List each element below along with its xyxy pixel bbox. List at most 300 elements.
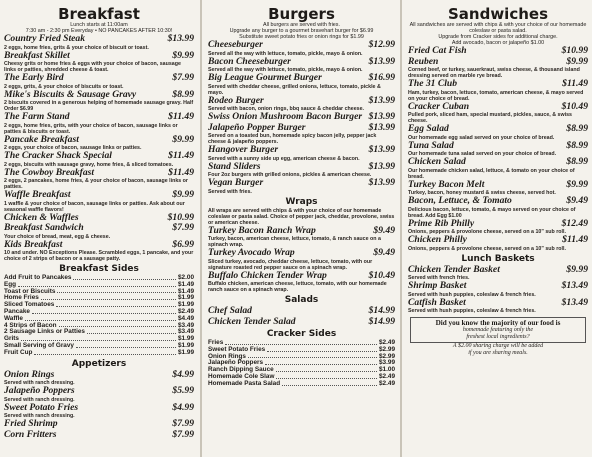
menu-item-row <box>408 180 588 191</box>
dot-leader <box>282 381 377 386</box>
lunch-baskets-title: Lunch Baskets <box>461 253 535 264</box>
menu-item-row <box>408 102 588 113</box>
side-item-price: $2.99 <box>379 352 395 360</box>
menu-item-description: Turkey, bacon, american cheese, lettuce, tomato, & ranch sauce on a spinach wrap. <box>208 236 381 248</box>
menu-item-price: $14.99 <box>368 315 395 327</box>
side-item-name: Onion Rings <box>208 352 246 360</box>
menu-item-price: $11.49 <box>168 150 194 161</box>
dot-leader <box>87 329 176 334</box>
menu-item-row <box>4 223 194 234</box>
menu-item <box>4 190 194 213</box>
menu-item-price: $9.99 <box>566 55 588 67</box>
menu-item <box>208 162 395 179</box>
menu-item-price: $9.99 <box>566 178 588 190</box>
menu-item-price: $9.99 <box>566 263 588 275</box>
dot-leader <box>267 347 377 352</box>
side-item-price: $1.99 <box>178 294 194 302</box>
menu-item <box>4 34 194 51</box>
menu-item-description: 2 biscuits covered in a generous helping of homemade sausage gravy. Half Order $6.99 <box>4 100 194 112</box>
side-item-name: Ranch Dipping Sauce <box>208 366 274 374</box>
menu-item-name: Breakfast Sandwich <box>4 222 84 233</box>
dot-leader <box>59 323 176 328</box>
menu-item-price: $13.99 <box>368 177 395 188</box>
menu-item-name: Onion Rings <box>4 368 55 380</box>
burgers-title: Burgers <box>268 5 335 23</box>
dot-leader <box>248 354 377 359</box>
menu-item-row <box>4 430 194 441</box>
menu-item-row <box>208 96 395 107</box>
side-item-price: $2.00 <box>178 274 194 281</box>
menu-item <box>208 40 395 57</box>
menu-item-description: Pulled pork, sliced ham, special mustard, pickles, sauce, & swiss cheese. <box>408 112 572 124</box>
menu-item-description: 10 and under. NO Exceptions Please. Scrambled eggs, 1 pancake, and your choice of 2 strips of bacon or a sausage patty. <box>4 250 194 262</box>
menu-item-row <box>208 112 395 123</box>
menu-item-name: Chicken Tender Salad <box>208 315 296 327</box>
menu-item <box>208 123 395 146</box>
menu-item-name: Chicken Salad <box>408 156 466 167</box>
menu-item-description: Served all the way with lettuce, tomato, pickle, mayo & onion. <box>208 67 363 73</box>
menu-item-name: Country Fried Steak <box>4 33 86 44</box>
menu-item <box>4 240 194 263</box>
menu-item-name: The Cowboy Breakfast <box>4 166 95 178</box>
menu-item <box>208 57 395 74</box>
menu-item-description: 2 eggs, home fries, grits & your choice of biscuit or toast. <box>4 44 149 51</box>
side-item-name: Grits <box>4 335 19 343</box>
menu-item <box>408 180 588 197</box>
menu-item-description: Served with fries. <box>208 188 252 195</box>
side-item-name: Toast or Biscuits <box>4 287 56 295</box>
menu-item-price: $10.49 <box>561 100 588 112</box>
side-item <box>4 309 194 316</box>
menu-item-name: Bacon Cheeseburger <box>208 55 291 67</box>
menu-item <box>408 79 588 102</box>
menu-item-description: Served with french fries. <box>408 275 470 281</box>
burgers-note: Upgrade any burger to a gourmet bravehart burger for $6.99 <box>229 28 374 34</box>
menu-item <box>4 112 194 135</box>
menu-item-price: $7.99 <box>172 428 194 440</box>
menu-item <box>208 226 395 249</box>
breakfast-sides-title: Breakfast Sides <box>59 264 139 274</box>
menu-item-name: The Cracker Shack Special <box>4 150 112 161</box>
side-item-name: Fruit Cup <box>4 348 33 356</box>
menu-item-price: $11.49 <box>562 78 588 89</box>
side-item-name: 4 Strips of Bacon <box>4 321 57 329</box>
menu-item-description: Served with hush puppies, coleslaw & french fries. <box>408 291 536 298</box>
menu-item <box>408 281 588 298</box>
side-item <box>4 343 194 350</box>
menu-item-name: Stand Sliders <box>208 160 261 172</box>
menu-item-row <box>4 135 194 146</box>
menu-item <box>408 46 588 57</box>
dot-leader <box>265 360 377 365</box>
sharing-charge-note: if you are sharing meals. <box>468 350 528 356</box>
burgers-column <box>202 0 400 457</box>
menu-item-name: Hangover Burger <box>208 144 279 155</box>
menu-item-name: Chef Salad <box>208 305 252 316</box>
menu-item-row <box>408 79 588 90</box>
side-item-price: $2.49 <box>379 379 395 387</box>
menu-item-row <box>4 112 194 123</box>
menu-item <box>408 124 588 141</box>
menu-item-description: Our homemade egg salad served on your choice of bread. <box>408 134 555 141</box>
dot-leader <box>76 343 176 348</box>
menu-item-name: Cracker Cuban <box>408 100 470 112</box>
side-item-name: Homemade Pasta Salad <box>208 379 281 387</box>
menu-item-row <box>408 57 588 68</box>
dot-leader <box>41 295 176 300</box>
menu-item-price: $9.99 <box>172 189 194 200</box>
side-item-price: $2.99 <box>379 345 395 353</box>
appetizers-title: Appetizers <box>71 358 127 369</box>
menu-item-price: $10.99 <box>167 211 194 223</box>
menu-item-price: $9.49 <box>373 224 395 236</box>
menu-item-name: Catfish Basket <box>408 296 466 308</box>
breakfast-column <box>0 0 200 457</box>
salads-list <box>208 306 395 327</box>
menu-item-price: $8.99 <box>566 139 588 151</box>
appetizers-list <box>4 370 194 441</box>
menu-item-row <box>4 168 194 179</box>
menu-item-description: Served all the way with lettuce, tomato, pickle, mayo & onion. <box>208 50 363 57</box>
menu-item-price: $9.49 <box>566 195 588 206</box>
side-item-name: Sweet Potato Fries <box>208 345 266 353</box>
side-item-price: $4.49 <box>178 314 194 322</box>
sandwiches-column <box>402 0 592 457</box>
menu-item-name: Swiss Onion Mushroom Bacon Burger <box>208 111 363 122</box>
menu-item-name: Corn Fritters <box>4 428 57 440</box>
side-item-name: Sliced Tomatoes <box>4 301 55 309</box>
menu-item-name: Vegan Burger <box>208 177 264 188</box>
menu-item-row <box>208 317 395 328</box>
menu-item-description: Served with ranch dressing. <box>4 380 75 387</box>
salads-title: Salads <box>284 295 319 305</box>
menu-item-row <box>408 219 588 230</box>
dot-leader <box>225 340 377 345</box>
menu-item-price: $9.99 <box>172 133 194 145</box>
menu-item-price: $13.99 <box>368 160 395 172</box>
sandwiches-note: Add avocado, bacon or jalapeño $1.00 <box>451 40 545 46</box>
menu-item-name: Prime Rib Philly <box>408 217 475 229</box>
menu-item-name: Breakfast Skillet <box>4 49 70 61</box>
menu-item-name: Cheeseburger <box>208 39 263 50</box>
dot-leader <box>32 309 176 314</box>
dot-leader <box>276 374 377 379</box>
menu-item-description: Onions, peppers & provolone cheese, served on a 10" sub roll. <box>408 229 566 235</box>
menu-item-description: 2 eggs, grits, & your choice of biscuits or toast. <box>4 83 124 90</box>
menu-item-row <box>4 403 194 414</box>
menu-item <box>208 306 395 317</box>
menu-item-description: Buffalo chicken, american cheese, lettuce, tomato, with our homemade ranch sauce on a spinach wrap. <box>208 281 387 293</box>
dot-leader <box>21 336 176 341</box>
side-item-name: Egg <box>4 280 17 288</box>
menu-item-name: Jalapeño Popper Burger <box>208 121 306 133</box>
menu-item-description: Cheesy grits or home fries & eggs with your choice of bacon, sausage links or patties, shredded cheese & toast. <box>4 61 181 73</box>
menu-item <box>408 57 588 80</box>
side-item-name: Home Fries <box>4 294 39 302</box>
menu-item-description: Delicious bacon, lettuce, tomato, & mayo served on your choice of bread. Add Egg $1.00 <box>408 206 576 219</box>
side-item <box>4 329 194 336</box>
menu-item-price: $6.99 <box>172 238 194 250</box>
menu-item-name: Turkey Bacon Ranch Wrap <box>208 224 316 236</box>
menu-item <box>408 102 588 125</box>
burgers-items <box>208 40 395 195</box>
menu-item-price: $13.99 <box>368 94 395 106</box>
menu-item <box>408 157 588 180</box>
menu-item-price: $13.49 <box>561 280 588 291</box>
menu-item-row <box>4 51 194 62</box>
menu-item-description: Our homemade chicken salad, lettuce, & tomato on your choice of bread. <box>408 167 575 180</box>
menu-item-description: Your choice of bread, meat, egg & cheese. <box>4 233 111 240</box>
menu-item-row <box>408 281 588 292</box>
menu-item <box>408 235 588 252</box>
sandwiches-note: All sandwiches are served with chips & with your choice of our homemade coleslaw or pasta salad. <box>409 22 587 34</box>
menu-item-name: Egg Salad <box>408 123 449 134</box>
side-item-name: Homemade Cole Slaw <box>208 372 275 380</box>
side-item-name: Jalapeño Poppers <box>208 359 264 367</box>
menu-item-description: Four 2oz burgers with grilled onions, pickles & american cheese. <box>208 172 372 178</box>
menu-item-row <box>408 124 588 135</box>
menu-item <box>4 419 194 430</box>
side-item-name: Waffle <box>4 314 23 322</box>
menu-item-row <box>408 265 588 276</box>
menu-item-row <box>4 190 194 201</box>
menu-item-price: $7.99 <box>172 418 194 430</box>
dot-leader <box>57 289 176 294</box>
menu-item-name: Mike's Biscuits & Sausage Gravy <box>4 88 137 100</box>
menu-item <box>408 141 588 158</box>
menu-item <box>208 317 395 328</box>
menu-item-price: $8.99 <box>566 123 588 134</box>
side-item-price: $2.49 <box>379 339 395 346</box>
menu-item-row <box>4 151 194 162</box>
sandwiches-note: Upgrade from Cracker sides for additional charge. <box>438 34 558 40</box>
menu-item-description: Served with ranch dressing. <box>4 413 75 420</box>
info-line: freshest local ingredients? <box>466 334 530 340</box>
menu-item-row <box>4 73 194 84</box>
menu-item-price: $10.49 <box>368 269 395 281</box>
menu-item <box>208 96 395 113</box>
menu-item-description: Served with cheddar cheese, grilled onions, lettuce, tomato, pickle & mayo. <box>208 83 381 96</box>
menu-item-description: 1 waffle & your choice of bacon, sausage links or patties. Ask about our seasonal waffle flavors! <box>4 200 185 213</box>
menu-item-row <box>408 141 588 152</box>
menu-item-name: Kids Breakfast <box>4 238 63 250</box>
menu-item-price: $11.49 <box>168 166 194 178</box>
side-item-price: $2.49 <box>178 307 194 315</box>
menu-item <box>4 403 194 420</box>
menu-item-row <box>208 271 395 282</box>
side-item-price: $1.99 <box>178 335 194 343</box>
side-item-name: 2 Sausage Links or Patties <box>4 328 85 336</box>
info-line: homemade featuring only the <box>462 327 534 333</box>
sandwiches-title: Sandwiches <box>447 5 548 23</box>
cracker-sides-title: Cracker Sides <box>266 329 337 339</box>
menu-item-price: $8.99 <box>566 156 588 167</box>
menu-item-name: Jalapeño Poppers <box>4 385 75 397</box>
menu-item-name: Sweet Potato Fries <box>4 401 79 413</box>
menu-item-price: $13.49 <box>561 296 588 308</box>
dot-leader <box>73 275 176 280</box>
menu-item-description: Served with hush puppies, coleslaw & french fries. <box>408 308 536 314</box>
menu-item-price: $7.99 <box>172 222 194 233</box>
menu-item <box>4 90 194 113</box>
side-item <box>208 381 395 388</box>
menu-item-price: $11.49 <box>168 111 194 122</box>
dot-leader <box>34 350 176 355</box>
breakfast-note: 7:30 am - 2:30 pm Everyday • NO PANCAKES AFTER 10:30! <box>25 28 173 34</box>
menu-item <box>208 178 395 195</box>
side-item <box>4 302 194 309</box>
menu-item-description: Sliced turkey, avocado, cheddar cheese, lettuce, tomato, with our signature roasted red pepper sauce on a spinach wrap. <box>208 258 373 271</box>
menu-item-description: 2 eggs, 2 pancakes, home fries, & your choice of bacon, sausage links or patties. <box>4 178 188 190</box>
menu-item-description: Served with bacon, onion rings, bbq sauce & cheddar cheese. <box>208 106 365 112</box>
menu-item-price: $11.49 <box>562 234 588 245</box>
menu-item-name: The Early Bird <box>4 72 64 83</box>
menu-item-name: The Farm Stand <box>4 111 70 122</box>
menu-item-description: Corned beef, or turkey, sauerkraut, swiss cheese, & thousand island dressing served on marble rye bread. <box>408 67 580 79</box>
dot-leader <box>18 282 176 287</box>
menu-item <box>408 298 588 315</box>
side-item-price: $2.49 <box>379 372 395 380</box>
sandwiches-items <box>408 46 588 252</box>
side-item <box>4 275 194 282</box>
menu-item-description: Ham, turkey, bacon, lettuce, tomato, american cheese, & mayo served on your choice of bread. <box>408 89 584 102</box>
menu-item-name: Turkey Avocado Wrap <box>208 247 295 258</box>
menu-item-description: Our homemade tuna salad served on your choice of bread. <box>408 151 557 157</box>
menu-item-description: Served on a toasted bun, homemade spicy bacon jelly, pepper jack cheese & jalapeño poppers. <box>208 133 377 145</box>
wraps-title: Wraps <box>285 196 318 207</box>
dot-leader <box>276 367 377 372</box>
menu-item <box>4 386 194 403</box>
menu-item-price: $13.99 <box>368 144 395 155</box>
menu-item-price: $16.99 <box>368 72 395 83</box>
menu-item-row <box>208 306 395 317</box>
side-item-price: $1.49 <box>178 280 194 288</box>
sharing-charge-note: A $2.00 sharing charge will be added <box>452 343 544 349</box>
menu-item-name: The 31 Club <box>408 78 458 89</box>
menu-item-name: Pancake Breakfast <box>4 133 79 145</box>
menu-item-row <box>208 248 395 259</box>
menu-item <box>208 112 395 123</box>
side-item-name: Add Fruit to Pancakes <box>4 274 72 281</box>
menu-item-row <box>208 123 395 134</box>
menu-item-price: $4.99 <box>172 401 194 413</box>
menu-item-price: $4.99 <box>172 368 194 380</box>
menu-item <box>208 271 395 294</box>
menu-item <box>408 196 588 219</box>
menu-item-name: Chicken & Waffles <box>4 211 79 223</box>
menu-item-name: Bacon, Lettuce, & Tomato <box>408 195 512 206</box>
menu-item <box>4 135 194 152</box>
menu-item-name: Tuna Salad <box>408 139 454 151</box>
menu-item-name: Buffalo Chicken Tender Wrap <box>208 269 327 281</box>
menu-item-price: $14.99 <box>368 305 395 316</box>
wraps-list <box>208 226 395 294</box>
menu-item-name: Fried Cat Fish <box>408 45 467 56</box>
menu-item-row <box>208 73 395 84</box>
dot-leader <box>56 302 176 307</box>
burgers-note: All burgers are served with fries. <box>263 22 340 28</box>
breakfast-items <box>4 34 194 262</box>
side-item-price: $1.99 <box>178 301 194 309</box>
menu-item-description: Served with a sunny side up egg, american cheese & bacon. <box>208 155 360 162</box>
burgers-note: Substitute sweet potato fries or onion rings for $1.99 <box>239 34 364 40</box>
menu-item-row <box>408 157 588 168</box>
menu-item-row <box>208 226 395 237</box>
menu-item-description: 2 eggs, home fries, grits, with your choice of bacon, sausage links or patties & biscuits or toast. <box>4 122 178 135</box>
menu-item-row <box>208 57 395 68</box>
menu-item-name: Shrimp Basket <box>408 280 467 291</box>
menu-item-price: $12.99 <box>368 39 395 50</box>
side-item-price: $1.00 <box>379 366 395 374</box>
side-item-name: Fries <box>208 339 224 346</box>
menu-item-price: $13.99 <box>167 33 194 44</box>
menu-item-description: 2 eggs, biscuits with sausage gravy, home fries, & sliced tomatoes. <box>4 161 174 168</box>
breakfast-sides-list <box>4 275 194 357</box>
side-item-price: $3.49 <box>178 328 194 336</box>
menu-item-row <box>408 298 588 309</box>
menu-item-price: $8.99 <box>172 88 194 100</box>
menu-item-name: Turkey Bacon Melt <box>408 178 485 190</box>
menu-item-name: Fried Shrimp <box>4 418 58 430</box>
side-item-price: $1.99 <box>178 341 194 349</box>
menu-item-name: Reuben <box>408 55 439 67</box>
cracker-sides-list <box>208 340 395 388</box>
menu-item-row <box>208 145 395 156</box>
menu-item-description: Turkey, bacon, honey mustard & swiss cheese, served hot. <box>408 190 556 196</box>
menu-item-row <box>4 386 194 397</box>
side-item-price: $1.99 <box>178 348 194 356</box>
menu-item-row <box>208 162 395 173</box>
menu-item <box>4 151 194 168</box>
menu-item <box>408 219 588 236</box>
menu-item-price: $9.49 <box>373 247 395 258</box>
menu-item <box>4 51 194 74</box>
side-item-price: $3.99 <box>379 359 395 367</box>
side-item-name: Small Serving of Gravy <box>4 341 74 349</box>
menu-item-description: Onions, peppers & provolone cheese, served on a 10" sub roll. <box>408 245 566 252</box>
menu-item-price: $12.49 <box>561 217 588 229</box>
menu-item-row <box>4 34 194 45</box>
menu-item-row <box>4 240 194 251</box>
menu-item-row <box>4 419 194 430</box>
menu-item-row <box>208 40 395 51</box>
menu-item-description: 2 eggs, your choice of bacon, sausage links or patties. <box>4 145 142 151</box>
side-item <box>4 350 194 357</box>
menu-item-row <box>408 235 588 246</box>
side-item-name: Pancake <box>4 307 30 315</box>
menu-item <box>4 430 194 441</box>
side-item-price: $1.49 <box>178 287 194 295</box>
menu-item-name: Big League Gourmet Burger <box>208 72 322 83</box>
menu-item <box>208 248 395 271</box>
menu-item <box>208 73 395 96</box>
menu-item-row <box>208 178 395 189</box>
dot-leader <box>25 316 176 321</box>
info-box <box>410 317 586 343</box>
menu-item-row <box>408 46 588 57</box>
menu-item-price: $5.99 <box>172 385 194 397</box>
menu-item <box>4 73 194 90</box>
breakfast-note: Lunch starts at 11:00am <box>70 22 128 28</box>
menu-item-row <box>408 196 588 207</box>
menu-item-name: Waffle Breakfast <box>4 189 71 200</box>
menu-item <box>4 168 194 191</box>
menu-item-price: $10.99 <box>561 45 588 56</box>
lunch-baskets-list <box>408 265 588 315</box>
menu-item <box>4 223 194 240</box>
menu-item <box>208 145 395 162</box>
menu-item-price: $13.99 <box>368 111 395 122</box>
